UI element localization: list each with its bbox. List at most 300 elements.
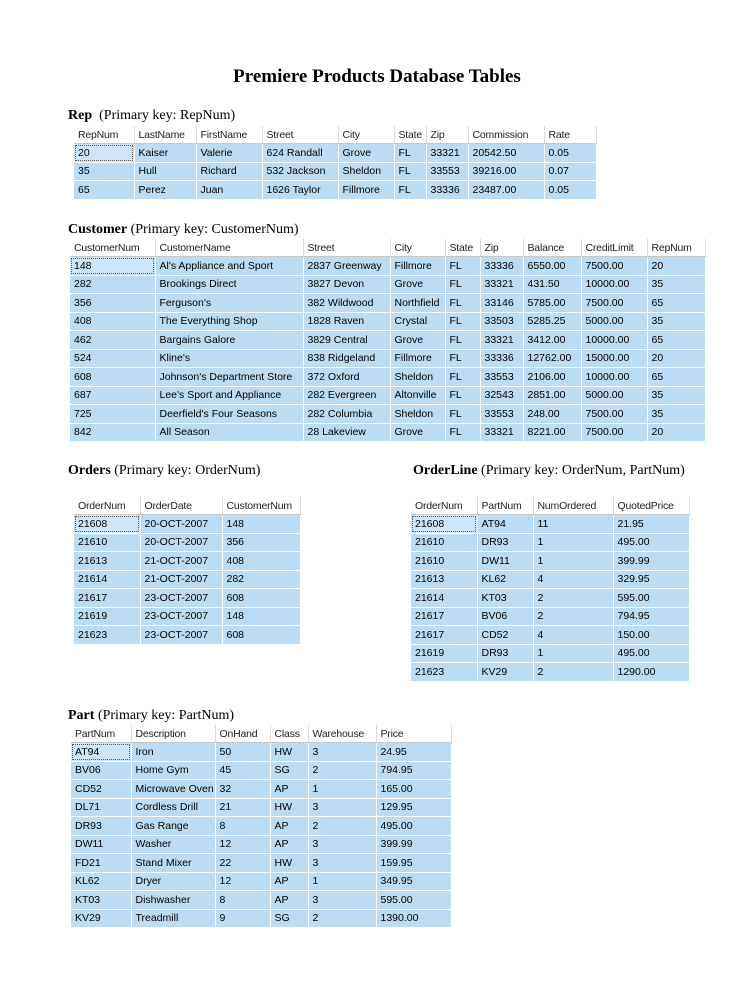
- table-row[interactable]: [74, 162, 596, 181]
- orderline-column-header[interactable]: PartNum: [477, 497, 533, 515]
- table-cell[interactable]: 687: [70, 386, 155, 405]
- table-cell[interactable]: 524: [70, 349, 155, 368]
- table-cell[interactable]: 8: [215, 891, 270, 910]
- table-cell[interactable]: 3827 Devon: [303, 275, 390, 294]
- table-cell[interactable]: 329.95: [613, 570, 689, 589]
- table-cell[interactable]: Lee's Sport and Appliance: [155, 386, 303, 405]
- table-row[interactable]: [411, 644, 689, 663]
- orders-column-header[interactable]: OrderNum: [74, 497, 140, 515]
- part-column-header[interactable]: Warehouse: [308, 725, 376, 743]
- table-cell[interactable]: The Everything Shop: [155, 312, 303, 331]
- table-cell[interactable]: 65: [647, 368, 705, 387]
- table-cell[interactable]: 3829 Central: [303, 331, 390, 350]
- table-cell[interactable]: Washer: [131, 835, 215, 854]
- table-cell[interactable]: 21617: [74, 589, 140, 608]
- table-cell[interactable]: FL: [445, 312, 480, 331]
- table-cell[interactable]: FL: [394, 181, 426, 200]
- table-cell[interactable]: 12: [215, 872, 270, 891]
- table-cell[interactable]: KT03: [71, 891, 131, 910]
- table-cell[interactable]: 282: [222, 570, 300, 589]
- table-row[interactable]: [411, 626, 689, 645]
- table-cell[interactable]: 282 Columbia: [303, 405, 390, 424]
- table-cell[interactable]: 21623: [411, 663, 477, 682]
- customer-column-header[interactable]: CustomerNum: [70, 239, 155, 257]
- table-row[interactable]: [71, 835, 451, 854]
- table-row[interactable]: [71, 761, 451, 780]
- table-cell[interactable]: 7500.00: [581, 405, 647, 424]
- rep-column-header[interactable]: FirstName: [196, 126, 262, 144]
- part-column-header[interactable]: OnHand: [215, 725, 270, 743]
- table-cell[interactable]: 21-OCT-2007: [140, 570, 222, 589]
- table-cell[interactable]: 23487.00: [468, 181, 544, 200]
- table-cell[interactable]: 408: [70, 312, 155, 331]
- table-cell[interactable]: FL: [445, 294, 480, 313]
- table-cell[interactable]: 5000.00: [581, 386, 647, 405]
- table-cell[interactable]: 2106.00: [523, 368, 581, 387]
- table-cell[interactable]: 21614: [411, 589, 477, 608]
- table-cell[interactable]: 45: [215, 761, 270, 780]
- table-cell[interactable]: 21617: [411, 607, 477, 626]
- table-row[interactable]: [70, 386, 705, 405]
- table-cell[interactable]: AP: [270, 780, 308, 799]
- table-cell[interactable]: 20: [647, 257, 705, 276]
- table-cell[interactable]: Al's Appliance and Sport: [155, 257, 303, 276]
- customer-column-header[interactable]: State: [445, 239, 480, 257]
- table-cell[interactable]: 5285.25: [523, 312, 581, 331]
- table-cell[interactable]: 532 Jackson: [262, 162, 338, 181]
- table-cell[interactable]: 20-OCT-2007: [140, 533, 222, 552]
- table-cell[interactable]: 608: [222, 626, 300, 645]
- table-row[interactable]: [71, 780, 451, 799]
- table-row[interactable]: [74, 626, 300, 645]
- table-cell[interactable]: 1: [308, 780, 376, 799]
- table-cell[interactable]: 382 Wildwood: [303, 294, 390, 313]
- table-cell[interactable]: 35: [647, 312, 705, 331]
- table-cell[interactable]: Home Gym: [131, 761, 215, 780]
- table-row[interactable]: [411, 515, 689, 534]
- table-cell[interactable]: 21608: [411, 515, 477, 534]
- table-cell[interactable]: 23-OCT-2007: [140, 626, 222, 645]
- table-cell[interactable]: Brookings Direct: [155, 275, 303, 294]
- customer-column-header[interactable]: RepNum: [647, 239, 705, 257]
- orderline-column-header[interactable]: NumOrdered: [533, 497, 613, 515]
- table-cell[interactable]: 7500.00: [581, 423, 647, 442]
- table-cell[interactable]: 2: [533, 663, 613, 682]
- table-cell[interactable]: Treadmill: [131, 909, 215, 928]
- orderline-column-header[interactable]: QuotedPrice: [613, 497, 689, 515]
- table-cell[interactable]: Grove: [390, 331, 445, 350]
- table-cell[interactable]: 399.99: [613, 552, 689, 571]
- table-cell[interactable]: 462: [70, 331, 155, 350]
- table-row[interactable]: [70, 368, 705, 387]
- table-cell[interactable]: 624 Randall: [262, 144, 338, 163]
- table-cell[interactable]: AP: [270, 872, 308, 891]
- table-cell[interactable]: 8: [215, 817, 270, 836]
- table-cell[interactable]: 23-OCT-2007: [140, 589, 222, 608]
- table-cell[interactable]: Iron: [131, 743, 215, 762]
- table-cell[interactable]: 129.95: [376, 798, 451, 817]
- table-cell[interactable]: 21623: [74, 626, 140, 645]
- table-cell[interactable]: Dryer: [131, 872, 215, 891]
- table-cell[interactable]: 0.05: [544, 144, 596, 163]
- table-cell[interactable]: 33321: [480, 331, 523, 350]
- table-cell[interactable]: 4: [533, 626, 613, 645]
- table-cell[interactable]: 65: [647, 294, 705, 313]
- table-cell[interactable]: 159.95: [376, 854, 451, 873]
- table-cell[interactable]: 431.50: [523, 275, 581, 294]
- table-cell[interactable]: Crystal: [390, 312, 445, 331]
- table-row[interactable]: [411, 552, 689, 571]
- table-row[interactable]: [71, 872, 451, 891]
- table-cell[interactable]: FL: [445, 405, 480, 424]
- table-cell[interactable]: 2: [533, 589, 613, 608]
- table-row[interactable]: [74, 607, 300, 626]
- customer-column-header[interactable]: CreditLimit: [581, 239, 647, 257]
- table-cell[interactable]: 148: [222, 607, 300, 626]
- table-cell[interactable]: Gas Range: [131, 817, 215, 836]
- table-cell[interactable]: 24.95: [376, 743, 451, 762]
- table-cell[interactable]: 3: [308, 798, 376, 817]
- table-cell[interactable]: 21613: [74, 552, 140, 571]
- table-cell[interactable]: FL: [445, 349, 480, 368]
- table-cell[interactable]: CD52: [71, 780, 131, 799]
- table-cell[interactable]: SG: [270, 761, 308, 780]
- table-cell[interactable]: 794.95: [376, 761, 451, 780]
- table-cell[interactable]: FL: [445, 331, 480, 350]
- orderline-column-header[interactable]: OrderNum: [411, 497, 477, 515]
- table-row[interactable]: [74, 533, 300, 552]
- customer-column-header[interactable]: CustomerName: [155, 239, 303, 257]
- table-cell[interactable]: 2: [308, 817, 376, 836]
- table-cell[interactable]: 7500.00: [581, 294, 647, 313]
- table-cell[interactable]: 20: [647, 423, 705, 442]
- table-cell[interactable]: 1: [308, 872, 376, 891]
- table-cell[interactable]: 20-OCT-2007: [140, 515, 222, 534]
- table-cell[interactable]: 838 Ridgeland: [303, 349, 390, 368]
- table-cell[interactable]: HW: [270, 854, 308, 873]
- table-cell[interactable]: 35: [647, 275, 705, 294]
- table-cell[interactable]: 1390.00: [376, 909, 451, 928]
- table-cell[interactable]: 33336: [426, 181, 468, 200]
- table-cell[interactable]: DW11: [477, 552, 533, 571]
- rep-column-header[interactable]: City: [338, 126, 394, 144]
- table-cell[interactable]: 1290.00: [613, 663, 689, 682]
- table-cell[interactable]: 356: [70, 294, 155, 313]
- table-cell[interactable]: 21614: [74, 570, 140, 589]
- table-cell[interactable]: FL: [445, 423, 480, 442]
- table-cell[interactable]: 165.00: [376, 780, 451, 799]
- rep-column-header[interactable]: Commission: [468, 126, 544, 144]
- table-row[interactable]: [74, 144, 596, 163]
- table-cell[interactable]: 22: [215, 854, 270, 873]
- table-cell[interactable]: Fillmore: [390, 257, 445, 276]
- table-cell[interactable]: 21617: [411, 626, 477, 645]
- table-cell[interactable]: KV29: [71, 909, 131, 928]
- table-row[interactable]: [70, 312, 705, 331]
- table-cell[interactable]: FL: [445, 257, 480, 276]
- table-cell[interactable]: 21610: [411, 533, 477, 552]
- table-cell[interactable]: 33321: [426, 144, 468, 163]
- table-cell[interactable]: 248.00: [523, 405, 581, 424]
- part-column-header[interactable]: Description: [131, 725, 215, 743]
- table-cell[interactable]: FL: [394, 162, 426, 181]
- table-cell[interactable]: 0.07: [544, 162, 596, 181]
- rep-column-header[interactable]: RepNum: [74, 126, 134, 144]
- table-cell[interactable]: 35: [647, 386, 705, 405]
- table-cell[interactable]: AT94: [477, 515, 533, 534]
- table-cell[interactable]: 10000.00: [581, 368, 647, 387]
- table-cell[interactable]: 1: [533, 552, 613, 571]
- table-cell[interactable]: 11: [533, 515, 613, 534]
- table-row[interactable]: [411, 607, 689, 626]
- table-cell[interactable]: AT94: [71, 743, 131, 762]
- table-cell[interactable]: DR93: [477, 533, 533, 552]
- table-row[interactable]: [411, 589, 689, 608]
- table-cell[interactable]: HW: [270, 798, 308, 817]
- table-cell[interactable]: DR93: [477, 644, 533, 663]
- rep-column-header[interactable]: LastName: [134, 126, 196, 144]
- table-cell[interactable]: 372 Oxford: [303, 368, 390, 387]
- table-cell[interactable]: 12: [215, 835, 270, 854]
- table-cell[interactable]: 33146: [480, 294, 523, 313]
- table-cell[interactable]: 20: [647, 349, 705, 368]
- table-cell[interactable]: 150.00: [613, 626, 689, 645]
- table-row[interactable]: [71, 909, 451, 928]
- table-cell[interactable]: Microwave Oven: [131, 780, 215, 799]
- table-cell[interactable]: 28 Lakeview: [303, 423, 390, 442]
- orders-column-header[interactable]: OrderDate: [140, 497, 222, 515]
- table-cell[interactable]: 21610: [74, 533, 140, 552]
- table-cell[interactable]: 3: [308, 891, 376, 910]
- table-cell[interactable]: FL: [445, 368, 480, 387]
- table-cell[interactable]: 725: [70, 405, 155, 424]
- table-cell[interactable]: 50: [215, 743, 270, 762]
- table-cell[interactable]: 33336: [480, 257, 523, 276]
- table-cell[interactable]: 282 Evergreen: [303, 386, 390, 405]
- table-cell[interactable]: Juan: [196, 181, 262, 200]
- table-cell[interactable]: KV29: [477, 663, 533, 682]
- table-cell[interactable]: 21-OCT-2007: [140, 552, 222, 571]
- table-cell[interactable]: 408: [222, 552, 300, 571]
- table-cell[interactable]: 3412.00: [523, 331, 581, 350]
- table-cell[interactable]: Richard: [196, 162, 262, 181]
- table-row[interactable]: [71, 891, 451, 910]
- customer-column-header[interactable]: City: [390, 239, 445, 257]
- table-cell[interactable]: AP: [270, 891, 308, 910]
- table-cell[interactable]: 20542.50: [468, 144, 544, 163]
- table-row[interactable]: [74, 515, 300, 534]
- table-cell[interactable]: 842: [70, 423, 155, 442]
- table-cell[interactable]: FL: [445, 275, 480, 294]
- table-cell[interactable]: 1: [533, 644, 613, 663]
- table-cell[interactable]: 356: [222, 533, 300, 552]
- table-cell[interactable]: 7500.00: [581, 257, 647, 276]
- table-row[interactable]: [71, 798, 451, 817]
- table-cell[interactable]: DL71: [71, 798, 131, 817]
- customer-column-header[interactable]: Balance: [523, 239, 581, 257]
- table-cell[interactable]: KL62: [477, 570, 533, 589]
- orders-column-header[interactable]: CustomerNum: [222, 497, 300, 515]
- table-cell[interactable]: 3: [308, 835, 376, 854]
- table-cell[interactable]: 39216.00: [468, 162, 544, 181]
- table-row[interactable]: [71, 854, 451, 873]
- table-cell[interactable]: 6550.00: [523, 257, 581, 276]
- table-row[interactable]: [411, 663, 689, 682]
- table-cell[interactable]: 495.00: [613, 533, 689, 552]
- table-cell[interactable]: 8221.00: [523, 423, 581, 442]
- table-cell[interactable]: FL: [445, 386, 480, 405]
- table-cell[interactable]: 21608: [74, 515, 140, 534]
- table-cell[interactable]: 20: [74, 144, 134, 163]
- table-cell[interactable]: 349.95: [376, 872, 451, 891]
- customer-column-header[interactable]: Street: [303, 239, 390, 257]
- table-cell[interactable]: AP: [270, 835, 308, 854]
- table-cell[interactable]: 10000.00: [581, 331, 647, 350]
- table-row[interactable]: [70, 275, 705, 294]
- table-cell[interactable]: 33553: [426, 162, 468, 181]
- table-cell[interactable]: 33553: [480, 368, 523, 387]
- table-cell[interactable]: DW11: [71, 835, 131, 854]
- table-cell[interactable]: 21.95: [613, 515, 689, 534]
- table-cell[interactable]: Dishwasher: [131, 891, 215, 910]
- table-cell[interactable]: 399.99: [376, 835, 451, 854]
- table-cell[interactable]: 35: [647, 405, 705, 424]
- table-cell[interactable]: 3: [308, 743, 376, 762]
- table-cell[interactable]: 2: [308, 761, 376, 780]
- table-cell[interactable]: 1828 Raven: [303, 312, 390, 331]
- table-cell[interactable]: Northfield: [390, 294, 445, 313]
- table-cell[interactable]: Perez: [134, 181, 196, 200]
- table-cell[interactable]: Johnson's Department Store: [155, 368, 303, 387]
- table-cell[interactable]: 2: [308, 909, 376, 928]
- table-cell[interactable]: 282: [70, 275, 155, 294]
- table-cell[interactable]: 1: [533, 533, 613, 552]
- table-row[interactable]: [74, 589, 300, 608]
- table-cell[interactable]: Cordless Drill: [131, 798, 215, 817]
- table-cell[interactable]: 33321: [480, 275, 523, 294]
- part-column-header[interactable]: Class: [270, 725, 308, 743]
- table-cell[interactable]: Grove: [338, 144, 394, 163]
- table-row[interactable]: [70, 423, 705, 442]
- table-cell[interactable]: Deerfield's Four Seasons: [155, 405, 303, 424]
- table-cell[interactable]: 608: [70, 368, 155, 387]
- table-cell[interactable]: 23-OCT-2007: [140, 607, 222, 626]
- table-cell[interactable]: 33503: [480, 312, 523, 331]
- table-cell[interactable]: DR93: [71, 817, 131, 836]
- table-row[interactable]: [74, 570, 300, 589]
- table-cell[interactable]: FD21: [71, 854, 131, 873]
- table-cell[interactable]: Sheldon: [390, 405, 445, 424]
- table-cell[interactable]: 10000.00: [581, 275, 647, 294]
- table-cell[interactable]: 4: [533, 570, 613, 589]
- table-cell[interactable]: 3: [308, 854, 376, 873]
- rep-column-header[interactable]: Zip: [426, 126, 468, 144]
- table-cell[interactable]: FL: [394, 144, 426, 163]
- table-cell[interactable]: Hull: [134, 162, 196, 181]
- table-cell[interactable]: AP: [270, 817, 308, 836]
- table-cell[interactable]: 0.05: [544, 181, 596, 200]
- table-cell[interactable]: 794.95: [613, 607, 689, 626]
- table-cell[interactable]: 9: [215, 909, 270, 928]
- table-cell[interactable]: 15000.00: [581, 349, 647, 368]
- table-cell[interactable]: Fillmore: [338, 181, 394, 200]
- table-cell[interactable]: SG: [270, 909, 308, 928]
- table-cell[interactable]: Grove: [390, 275, 445, 294]
- table-cell[interactable]: 21: [215, 798, 270, 817]
- table-cell[interactable]: KT03: [477, 589, 533, 608]
- table-cell[interactable]: Fillmore: [390, 349, 445, 368]
- customer-column-header[interactable]: Zip: [480, 239, 523, 257]
- table-cell[interactable]: 5000.00: [581, 312, 647, 331]
- table-cell[interactable]: Kline's: [155, 349, 303, 368]
- table-row[interactable]: [71, 743, 451, 762]
- table-cell[interactable]: Ferguson's: [155, 294, 303, 313]
- table-cell[interactable]: 35: [74, 162, 134, 181]
- part-column-header[interactable]: Price: [376, 725, 451, 743]
- table-cell[interactable]: 148: [222, 515, 300, 534]
- table-cell[interactable]: 21619: [74, 607, 140, 626]
- part-column-header[interactable]: PartNum: [71, 725, 131, 743]
- table-cell[interactable]: Bargains Galore: [155, 331, 303, 350]
- table-cell[interactable]: 495.00: [376, 817, 451, 836]
- table-cell[interactable]: 12762.00: [523, 349, 581, 368]
- table-cell[interactable]: 2: [533, 607, 613, 626]
- table-cell[interactable]: All Season: [155, 423, 303, 442]
- table-cell[interactable]: Altonville: [390, 386, 445, 405]
- table-row[interactable]: [70, 405, 705, 424]
- table-row[interactable]: [411, 533, 689, 552]
- table-cell[interactable]: Sheldon: [338, 162, 394, 181]
- table-cell[interactable]: Kaiser: [134, 144, 196, 163]
- table-cell[interactable]: BV06: [71, 761, 131, 780]
- table-cell[interactable]: 1626 Taylor: [262, 181, 338, 200]
- table-cell[interactable]: 21619: [411, 644, 477, 663]
- table-cell[interactable]: 32: [215, 780, 270, 799]
- table-cell[interactable]: BV06: [477, 607, 533, 626]
- table-cell[interactable]: 21613: [411, 570, 477, 589]
- table-cell[interactable]: 595.00: [613, 589, 689, 608]
- table-cell[interactable]: 148: [70, 257, 155, 276]
- rep-column-header[interactable]: Street: [262, 126, 338, 144]
- table-cell[interactable]: CD52: [477, 626, 533, 645]
- table-cell[interactable]: 33336: [480, 349, 523, 368]
- table-cell[interactable]: 65: [647, 331, 705, 350]
- table-cell[interactable]: 2851.00: [523, 386, 581, 405]
- table-cell[interactable]: Valerie: [196, 144, 262, 163]
- table-cell[interactable]: 608: [222, 589, 300, 608]
- table-row[interactable]: [70, 257, 705, 276]
- table-cell[interactable]: 495.00: [613, 644, 689, 663]
- table-cell[interactable]: 33321: [480, 423, 523, 442]
- table-row[interactable]: [70, 331, 705, 350]
- table-cell[interactable]: 2837 Greenway: [303, 257, 390, 276]
- table-row[interactable]: [411, 570, 689, 589]
- table-cell[interactable]: Stand Mixer: [131, 854, 215, 873]
- table-row[interactable]: [70, 294, 705, 313]
- rep-column-header[interactable]: State: [394, 126, 426, 144]
- table-cell[interactable]: Sheldon: [390, 368, 445, 387]
- table-cell[interactable]: 21610: [411, 552, 477, 571]
- table-cell[interactable]: HW: [270, 743, 308, 762]
- table-cell[interactable]: Grove: [390, 423, 445, 442]
- table-cell[interactable]: 32543: [480, 386, 523, 405]
- table-cell[interactable]: 595.00: [376, 891, 451, 910]
- table-row[interactable]: [74, 552, 300, 571]
- table-row[interactable]: [74, 181, 596, 200]
- table-row[interactable]: [71, 817, 451, 836]
- table-cell[interactable]: 33553: [480, 405, 523, 424]
- table-cell[interactable]: 5785.00: [523, 294, 581, 313]
